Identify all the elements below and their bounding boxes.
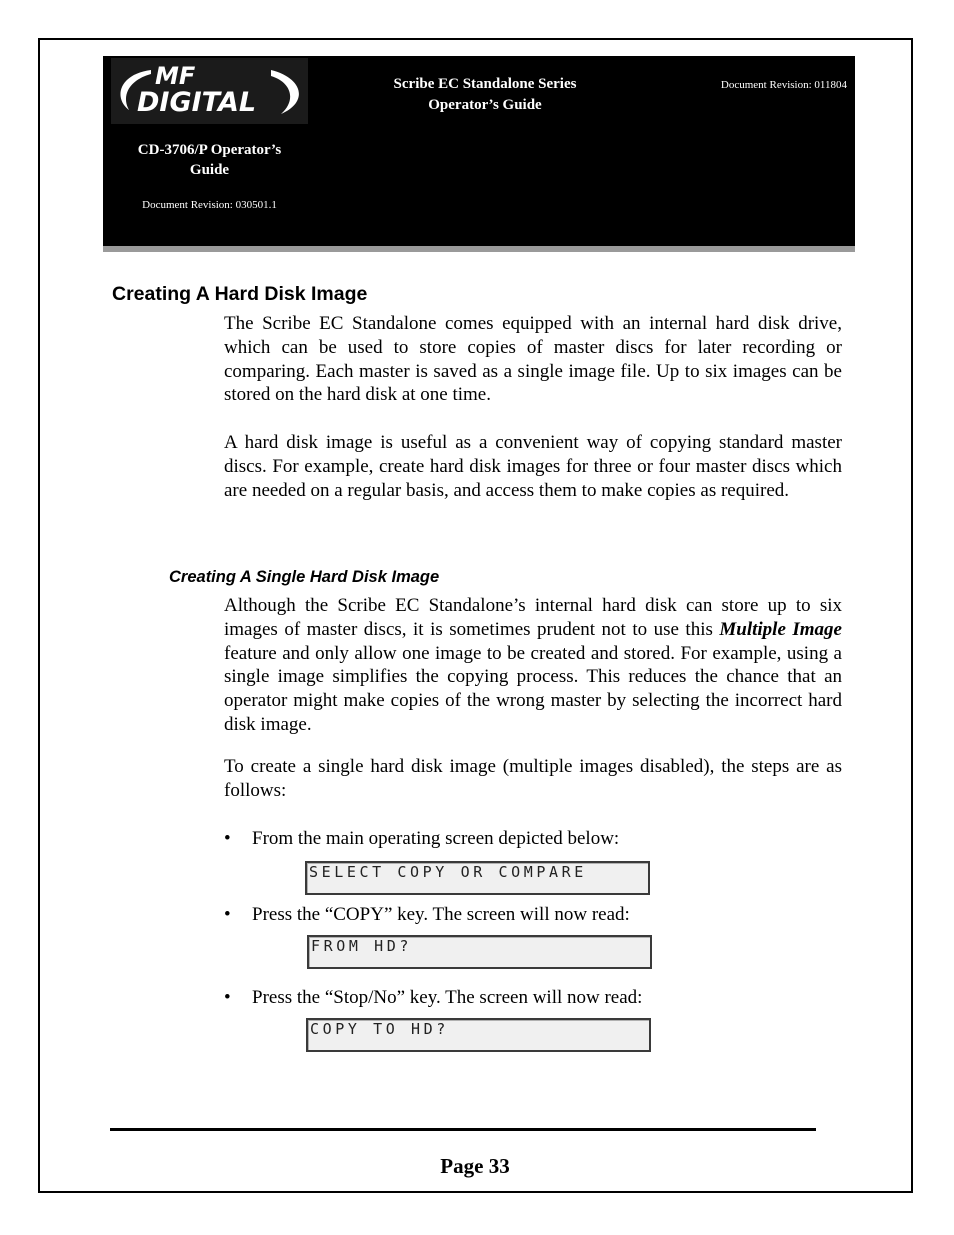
logo-graphic [111,58,308,124]
step-3-text: Press the “Stop/No” key. The screen will now read: [252,987,643,1008]
guide-title-line2: Guide [189,162,230,178]
logo-line2: DIGITAL [137,87,257,118]
subsection-title: Creating A Single Hard Disk Image [169,568,440,586]
bullet-icon: • [224,828,231,849]
logo-line1: MF [155,62,196,90]
footer-divider [110,1128,816,1131]
step-2-text: Press the “COPY” key. The screen will now read: [252,904,630,925]
header-title-line2: Operator’s Guide [428,97,542,113]
document-revision-right: Document Revision: 011804 [720,79,847,91]
document-header [103,56,855,246]
lcd-text: FROM HD? [311,937,413,955]
lcd-screen-copy-to-hd [306,1018,651,1052]
lcd-text: COPY TO HD? [310,1020,449,1038]
lcd-screen-from-hd [307,935,652,969]
section-paragraph-2: A hard disk image is useful as a convenient way of copying standard master discs. For example, create hard disk images for three or four master discs which are needed on a regular basis, and access them to make copies as required. [224,432,842,501]
guide-title [111,140,308,180]
bullet-icon: • [224,904,231,925]
subsection-paragraph-1 [224,594,842,737]
subsection-paragraph-2: To create a single hard disk image (multiple images disabled), the steps are as follows: [224,756,842,801]
header-title [365,74,605,116]
header-title-line1: Scribe EC Standalone Series [393,76,577,92]
paragraph-text-start: Although the Scribe EC Standalone’s internal hard disk can store up to six images of master discs, it is sometimes prudent not to use this [224,595,842,640]
step-1-text: From the main operating screen depicted below: [252,828,620,849]
multiple-image-emphasis: Multiple Image [719,618,842,640]
bullet-icon: • [224,987,231,1008]
guide-title-line1: CD-3706/P Operator’s [137,142,282,158]
section-paragraph-1: The Scribe EC Standalone comes equipped with an internal hard disk drive, which can be used to store copies of master discs for later recording or comparing. Each master is saved as a single image file. Up to six images can be stored on the hard disk at one time. [224,313,842,406]
lcd-text: SELECT COPY OR COMPARE [309,863,587,881]
section-title: Creating A Hard Disk Image [112,283,368,305]
page-number: Page 33 [440,1154,510,1178]
mf-digital-logo [111,58,308,124]
document-revision-left: Document Revision: 030501.1 [142,199,277,211]
paragraph-text-end: feature and only allow one image to be created and stored. For example, using a single image simplifies the copying process. This reduces the chance that an operator might make copies of the wrong master by selecting the incorrect hard disk image. [224,642,842,735]
lcd-screen-select-copy-or-compare [305,861,650,895]
